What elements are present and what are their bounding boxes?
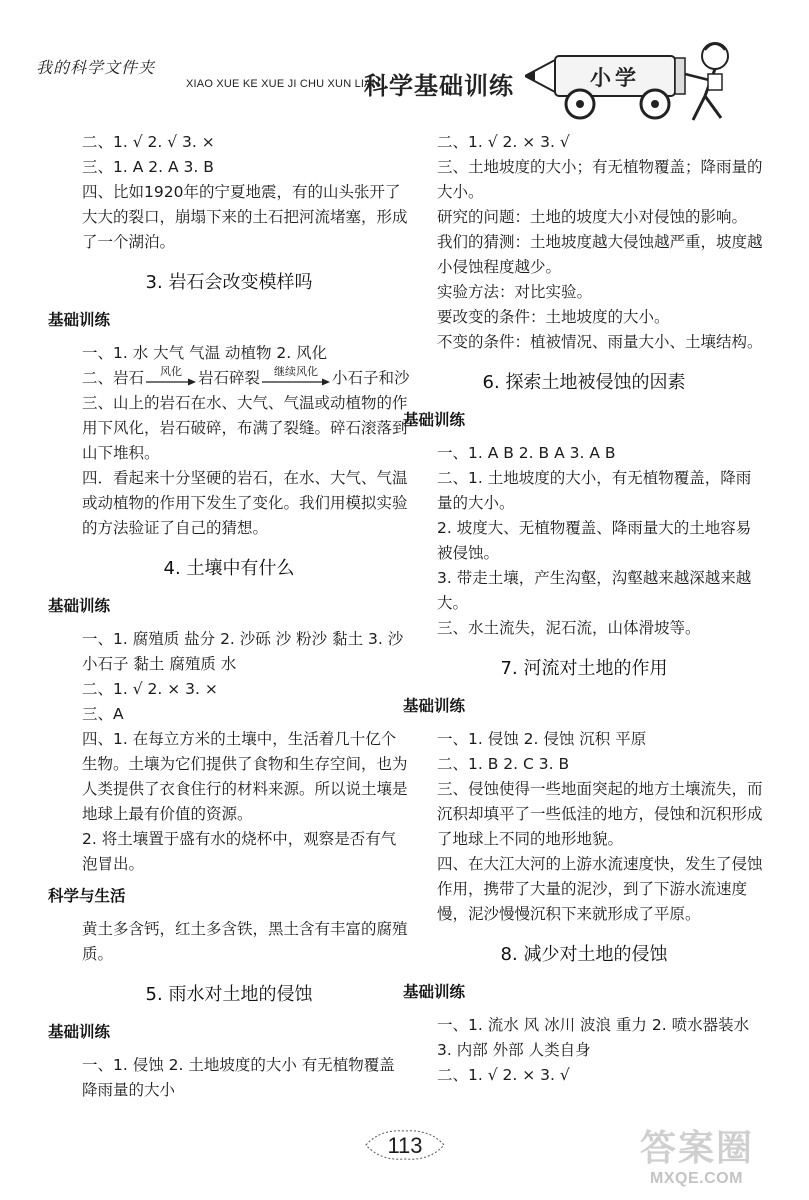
section-title: 3. 岩石会改变模样吗 (145, 272, 313, 293)
section-subhead: 科学与生活 (48, 887, 126, 905)
header-decor-text: 我的科学文件夹 (36, 58, 156, 77)
answer-line: 三、A (82, 705, 124, 723)
answer-paragraph: 四、比如1920年的宁夏地震，有的山头张开了大大的裂口，崩塌下来的土石把河流堵塞，形成了一个湖泊。 (82, 183, 408, 251)
arrow-end: 小石子和沙 (332, 369, 410, 387)
answer-paragraph: 三、土地坡度的大小；有无植物覆盖；降雨量的大小。 (437, 158, 763, 201)
section-subhead: 基础训练 (48, 597, 111, 615)
arrow-caption: 风化 (160, 364, 183, 378)
left-column (48, 130, 410, 1103)
answer-line: 三、1. A 2. A 3. B (82, 158, 214, 176)
watermark-logo (640, 1120, 800, 1195)
page-number (360, 1133, 450, 1159)
arrow-continued-weathering (262, 364, 330, 386)
answer-paragraph: 2. 将土壤置于盛有水的烧杯中，观察是否有气泡冒出。 (82, 830, 397, 873)
arrow-caption: 继续风化 (274, 364, 319, 378)
page-number-text: 113 (387, 1133, 423, 1158)
answer-paragraph: 研究的问题：土地的坡度大小对侵蚀的影响。 (437, 208, 748, 226)
right-arrow-icon (146, 378, 196, 386)
section-title: 8. 减少对土地的侵蚀 (500, 944, 668, 965)
watermark-text: 答案圈 (640, 1128, 755, 1169)
watermark-url: MXQE.COM (650, 1170, 743, 1187)
answer-line: 二、1. √ 2. × 3. √ (437, 1066, 570, 1084)
answer-line: 不变的条件：植被情况、雨量大小、土壤结构。 (437, 333, 763, 351)
arrow-middle: 岩石碎裂 (198, 369, 261, 387)
answer-line: 二、1. √ 2. × 3. × (82, 680, 218, 698)
header-pinyin: XIAO XUE KE XUE JI CHU XUN LIAN (186, 78, 380, 90)
answer-line: 二、1. √ 2. √ 3. × (82, 133, 215, 151)
weathering-arrow-line (48, 366, 410, 391)
arrow-weathering (146, 364, 196, 386)
section-subhead: 基础训练 (48, 1023, 111, 1041)
answer-paragraph: 2. 坡度大、无植物覆盖、降雨量大的土地容易被侵蚀。 (437, 519, 752, 562)
answer-paragraph: 四、1. 在每立方米的土壤中，生活着几十亿个生物。土壤为它们提供了食物和生存空间，也为人类提供了衣食住行的材料来源。所以说土壤是地球上最有价值的资源。 (82, 730, 408, 823)
section-subhead: 基础训练 (48, 311, 111, 329)
page-header (0, 0, 809, 128)
right-column (403, 130, 765, 1088)
answer-paragraph: 3. 带走土壤，产生沟壑，沟壑越来越深越来越大。 (437, 569, 752, 612)
header-badge: 小学 (590, 66, 640, 90)
answer-paragraph: 四．看起来十分坚硬的岩石，在水、大气、气温或动植物的作用下发生了变化。我们用模拟实验的方法验证了自己的猜想。 (82, 469, 408, 537)
answer-line: 二、1. √ 2. × 3. √ (437, 133, 570, 151)
answer-paragraph: 我们的猜测：土地坡度越大侵蚀越严重，坡度越小侵蚀程度越少。 (437, 233, 763, 276)
answer-paragraph: 二、1. 土地坡度的大小，有无植物覆盖，降雨量的大小。 (437, 469, 752, 512)
answer-line: 实验方法：对比实验。 (437, 283, 593, 301)
section-title: 6. 探索土地被侵蚀的因素 (482, 372, 686, 393)
section-title: 4. 土壤中有什么 (163, 558, 295, 579)
section-subhead: 基础训练 (403, 697, 466, 715)
section-subhead: 基础训练 (403, 983, 466, 1001)
answer-line: 要改变的条件：土地坡度的大小。 (437, 308, 670, 326)
page-number-ornament (360, 1127, 450, 1163)
answer-paragraph: 三、侵蚀使得一些地面突起的地方土壤流失，而沉积却填平了一些低洼的地方，侵蚀和沉积形成了地球上不同的地形地貌。 (437, 780, 763, 848)
answer-paragraph: 黄土多含钙，红土多含铁，黑土含有丰富的腐殖质。 (82, 920, 408, 963)
header-title: 科学基础训练 (364, 72, 514, 100)
answer-paragraph: 三、山上的岩石在水、大气、气温或动植物的作用下风化，岩石破碎，布满了裂缝。碎石滚落到山下堆积。 (82, 394, 408, 462)
answer-line: 一、1. A B 2. B A 3. A B (437, 444, 616, 462)
answer-line: 一、1. 侵蚀 2. 侵蚀 沉积 平原 (437, 730, 647, 748)
right-arrow-icon (262, 378, 330, 386)
answer-paragraph: 四、在大江大河的上游水流速度快，发生了侵蚀作用，携带了大量的泥沙，到了下游水流速度慢，泥沙慢慢沉积下来就形成了平原。 (437, 855, 763, 923)
answer-paragraph: 一、1. 腐殖质 盐分 2. 沙砾 沙 粉沙 黏土 3. 沙 小石子 黏土 腐殖质 水 (82, 630, 404, 673)
pencil-cart-illustration (525, 36, 765, 128)
answer-line: 三、水土流失，泥石流，山体滑坡等。 (437, 619, 701, 637)
answer-line: 一、1. 水 大气 气温 动植物 2. 风化 (82, 344, 328, 362)
answer-paragraph: 一、1. 流水 风 冰川 波浪 重力 2. 喷水器装水 3. 内部 外部 人类自身 (437, 1016, 750, 1059)
arrow-prefix: 二、岩石 (82, 369, 145, 387)
section-subhead: 基础训练 (403, 411, 466, 429)
answer-paragraph: 一、1. 侵蚀 2. 土地坡度的大小 有无植物覆盖 降雨量的大小 (82, 1056, 395, 1099)
answer-line: 二、1. B 2. C 3. B (437, 755, 570, 773)
section-title: 7. 河流对土地的作用 (500, 658, 668, 679)
section-title: 5. 雨水对土地的侵蚀 (145, 984, 313, 1005)
